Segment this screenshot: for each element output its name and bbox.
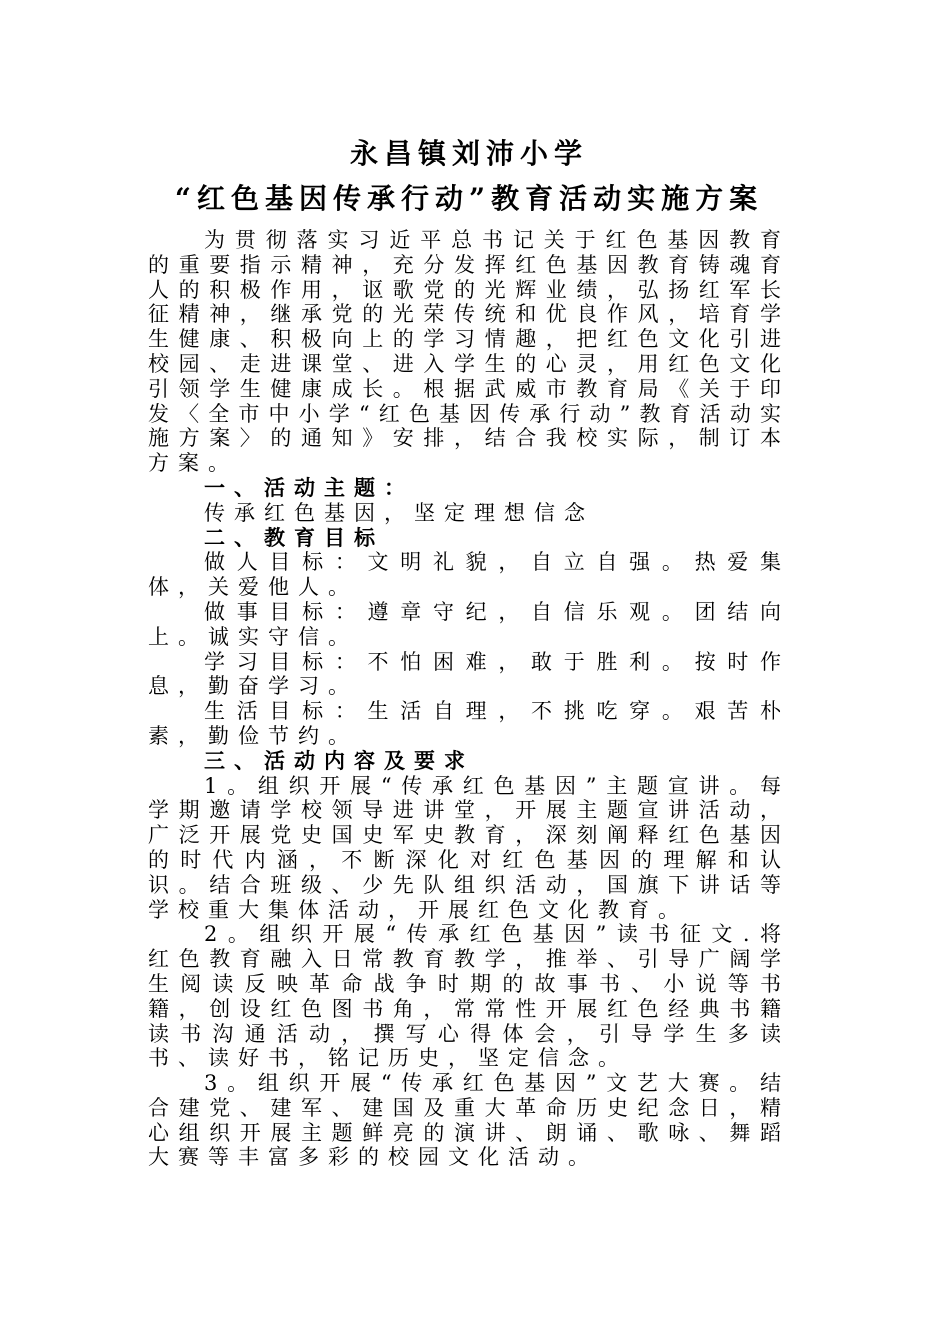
section-heading: 二、教育目标 <box>204 524 384 550</box>
body-paragraph: 传承红色基因，坚定理想信念 <box>204 500 594 525</box>
body-paragraph: 1。组织开展“传承红色基因”主题宣讲。每学期邀请学校领导进讲堂，开展主题宣讲活动，广泛开展党史国史军史教育，深刻阐释红色基因的时代内涵，不断深化对红色基因的理解和认识。结合班级、少先队组织活动，国旗下讲话等学校重大集体活动，开展红色文化教育。 <box>148 773 790 922</box>
body-paragraph: 生活目标：生活自理，不挑吃穿。艰苦朴素，勤俭节约。 <box>148 699 790 748</box>
body-paragraph: 3。组织开展“传承红色基因”文艺大赛。结合建党、建军、建国及重大革命历史纪念日，精心组织开展主题鲜亮的演讲、朗诵、歌咏、舞蹈大赛等丰富多彩的校园文化活动。 <box>148 1071 790 1170</box>
body-paragraph: 做事目标：遵章守纪，自信乐观。团结向上。诚实守信。 <box>148 599 790 649</box>
document-body <box>148 228 790 1170</box>
body-paragraph: 学习目标：不怕困难，敢于胜利。按时作息，勤奋学习。 <box>148 649 790 699</box>
school-title: 永昌镇刘沛小学 <box>349 137 588 170</box>
body-paragraph: 为贯彻落实习近平总书记关于红色基因教育的重要指示精神，充分发挥红色基因教育铸魂育人的积极作用，讴歌党的光辉业绩，弘扬红军长征精神，继承党的光荣传统和优良作风，培育学生健康、积极向上的学习情趣，把红色文化引进校园、走进课堂、进入学生的心灵，用红色文化引领学生健康成长。根据武威市教育局《关于印发〈全市中小学“红色基因传承行动”教育活动实施方案〉的通知》安排，结合我校实际，制订本方案。 <box>148 228 790 476</box>
body-paragraph: 2。组织开展“传承红色基因”读书征文.将红色教育融入日常教育教学，推举、引导广阔学生阅读反映革命战争时期的故事书、小说等书籍，创设红色图书角，常常性开展红色经典书籍读书沟通活动，撰写心得体会，引导学生多读书、读好书，铭记历史，坚定信念。 <box>148 922 790 1071</box>
section-heading: 三、活动内容及要求 <box>204 747 474 773</box>
document-title: “红色基因传承行动”教育活动实施方案 <box>174 182 764 215</box>
body-paragraph: 做人目标：文明礼貌，自立自强。热爱集体，关爱他人。 <box>148 550 790 600</box>
section-heading: 一、活动主题： <box>204 474 414 500</box>
